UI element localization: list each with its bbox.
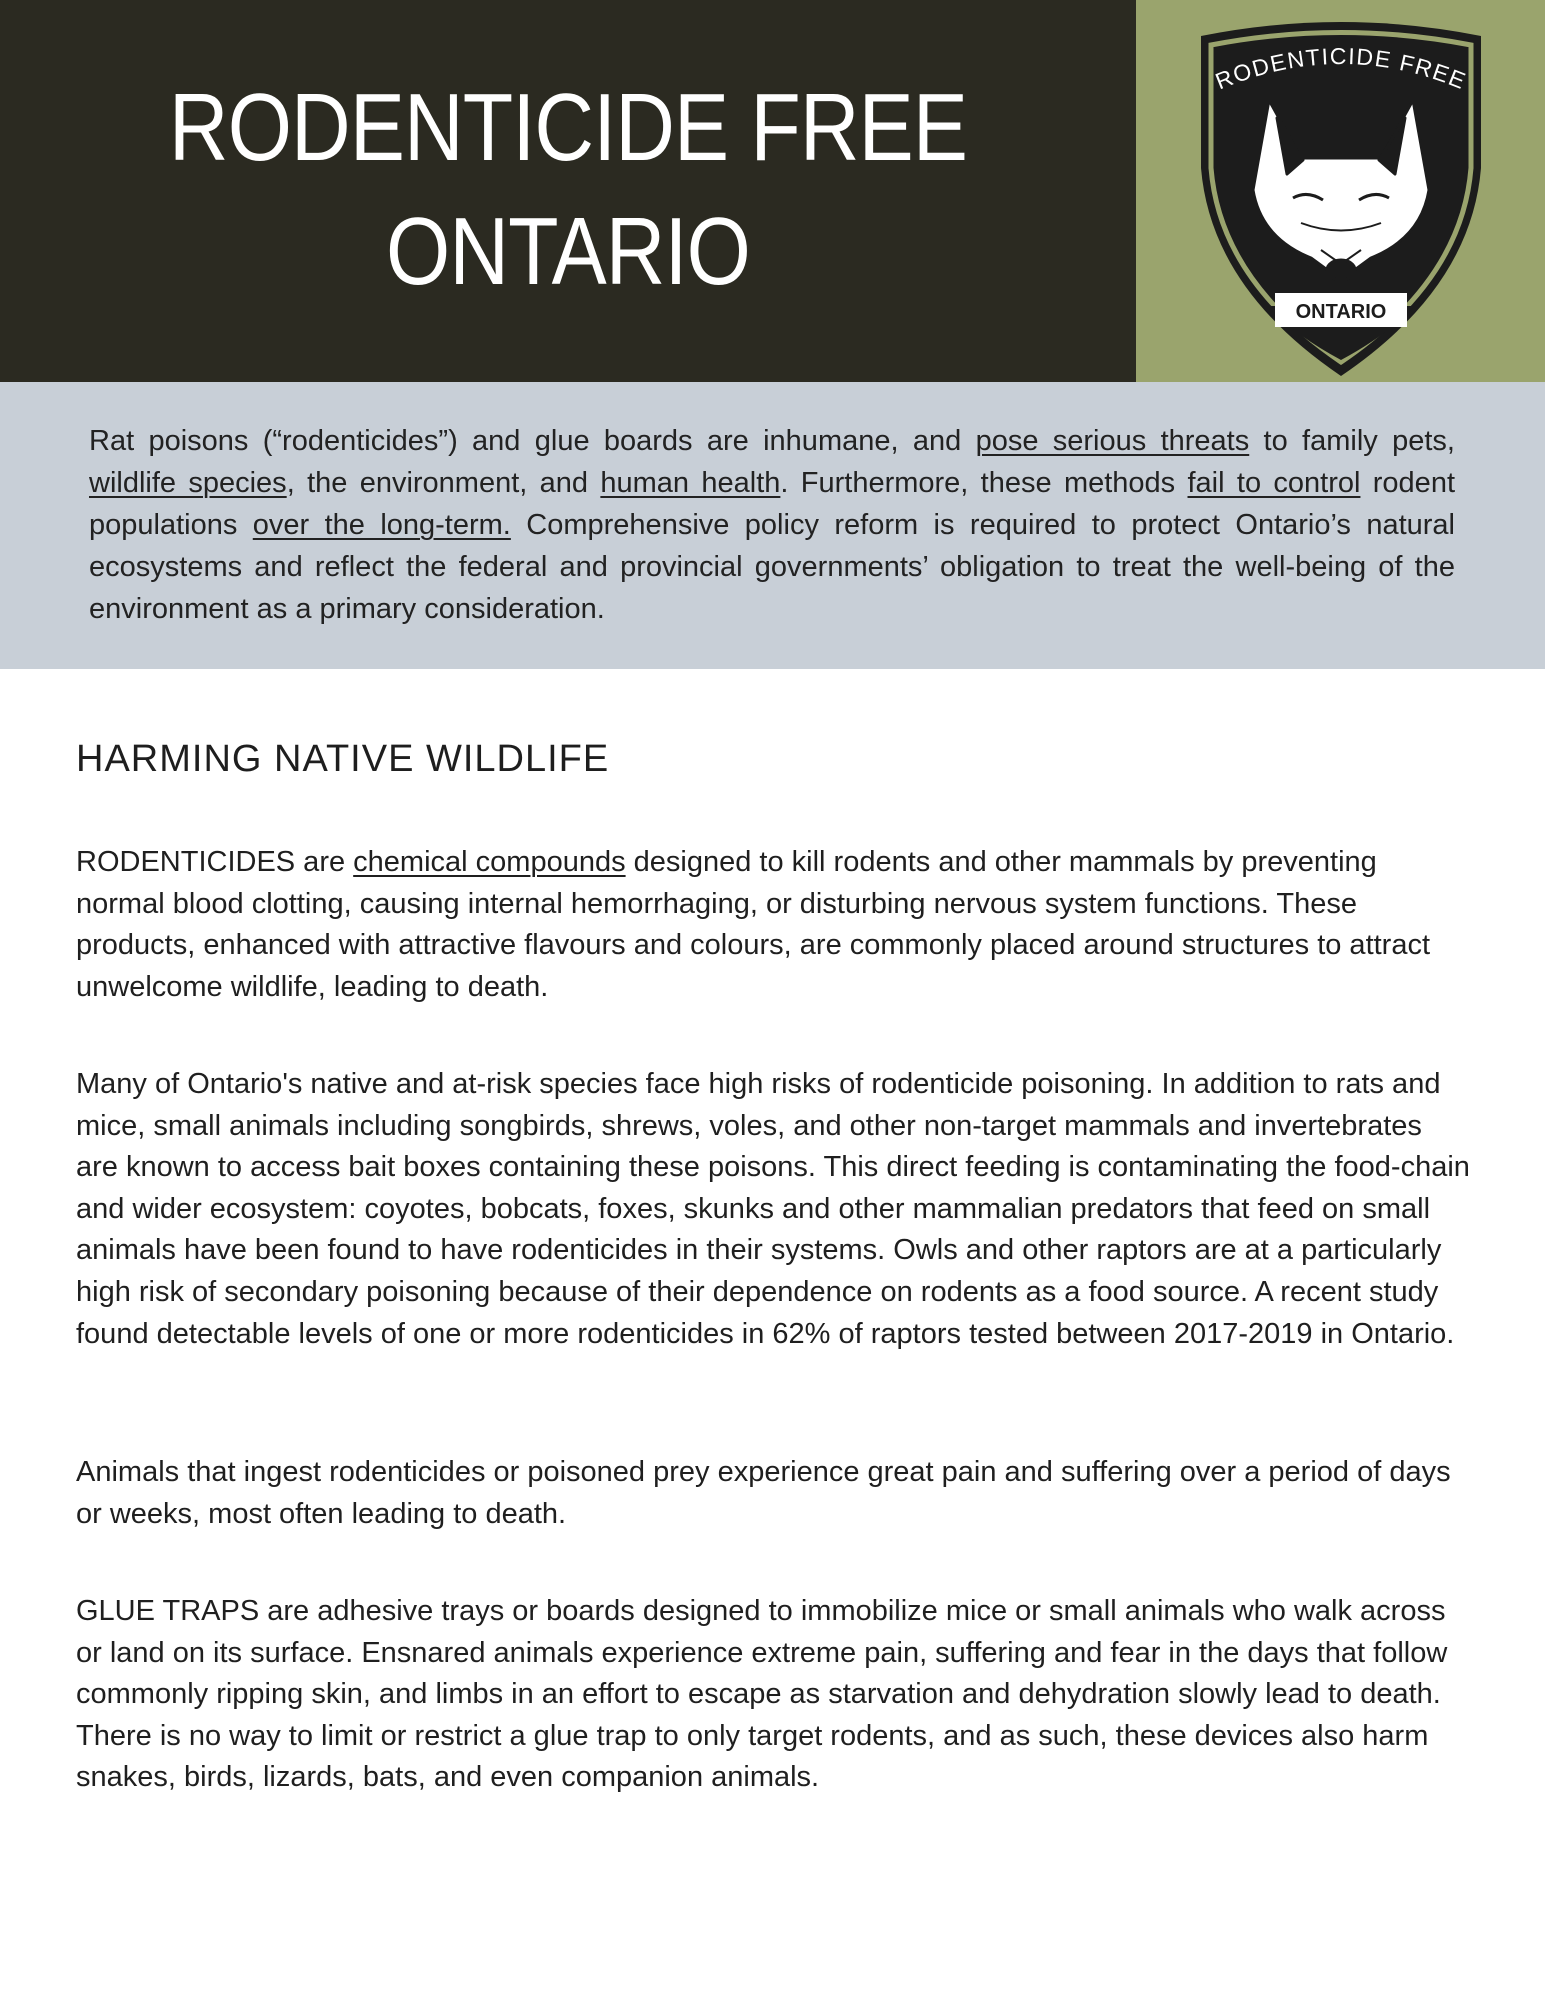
link-human-health[interactable]: human health [600,467,781,499]
header-banner [0,0,1545,382]
paragraph-glue-traps: GLUE TRAPS are adhesive trays or boards designed to immobilize mice or small animals who walk across or land on its surface. Ensnared animals experience extreme pain, suffering and fear in the days that follow commonly ripping skin, and limbs in an effort to escape as starvation and dehydration slowly lead to death. There is no way to limit or restrict a glue trap to only target rodents, and as such, these devices also harm snakes, birds, lizards, bats, and even companion animals. [76,1595,1448,1794]
link-pose-serious-threats[interactable]: pose serious threats [975,425,1250,457]
intro-text-1: Rat poisons (“rodenticides”) and glue boards are inhumane, and [89,425,976,457]
page-title-line-1: RODENTICIDE FREE [168,74,968,181]
intro-text-3: , the environment, and [286,467,601,499]
intro-text-4: . Furthermore, these methods [780,467,1188,499]
logo-bottom-text: ONTARIO [1295,301,1387,323]
page-title [80,66,1057,314]
paragraph-suffering: Animals that ingest rodenticides or poisoned prey experience great pain and suffering over a period of days or weeks, most often leading to death. [76,1456,1451,1530]
link-over-the-long-term[interactable]: over the long-term. [252,509,511,541]
section-heading: HARMING NATIVE WILDLIFE [76,738,610,780]
link-fail-to-control[interactable]: fail to control [1187,467,1361,499]
page-title-line-2: ONTARIO [386,198,750,305]
logo-top-text: RODENTICIDE FREE [1211,42,1471,95]
link-chemical-compounds[interactable]: chemical compounds [353,846,626,878]
fox-shield-logo [1181,18,1501,378]
paragraph-native-species: Many of Ontario's native and at-risk species face high risks of rodenticide poisoning. In addition to rats and mice, small animals including songbirds, shrews, voles, and other non-target mammals and invertebrates are known to access bait boxes containing these poisons. This direct feeding is contaminating the food-chain and wider ecosystem: coyotes, bobcats, foxes, skunks and other mammalian predators that feed on small animals have been found to have rodenticides in their systems. Owls and other raptors are at a particularly high risk of secondary poisoning because of their dependence on rodents as a food source. A recent study found detectable levels of one or more rodenticides in 62% of raptors tested between 2017-2019 in Ontario. [76,1068,1470,1350]
paragraph-1-start: RODENTICIDES are [76,846,354,878]
paragraph-rodenticides [76,842,1471,1008]
link-wildlife-species[interactable]: wildlife species [89,467,287,499]
header-dark-panel [0,0,1136,382]
intro-text-5: rodent populations [89,467,1456,541]
paragraph-1-rest: designed to kill rodents and other mammals by preventing normal blood clotting, causing internal hemorrhaging, or disturbing nervous system functions. These products, enhanced with attractive flavours and colours, are commonly placed around structures to attract unwelcome wildlife, leading to death. [76,846,1431,1003]
intro-text-2: to family pets, [1249,425,1455,457]
intro-paragraph [89,420,1455,630]
intro-text-6: Comprehensive policy reform is required to protect Ontario’s natural ecosystems and reflect the federal and provincial governments’ obligation to treat the well-being of the environment as a primary consideration. [89,509,1456,625]
intro-section [0,382,1545,669]
